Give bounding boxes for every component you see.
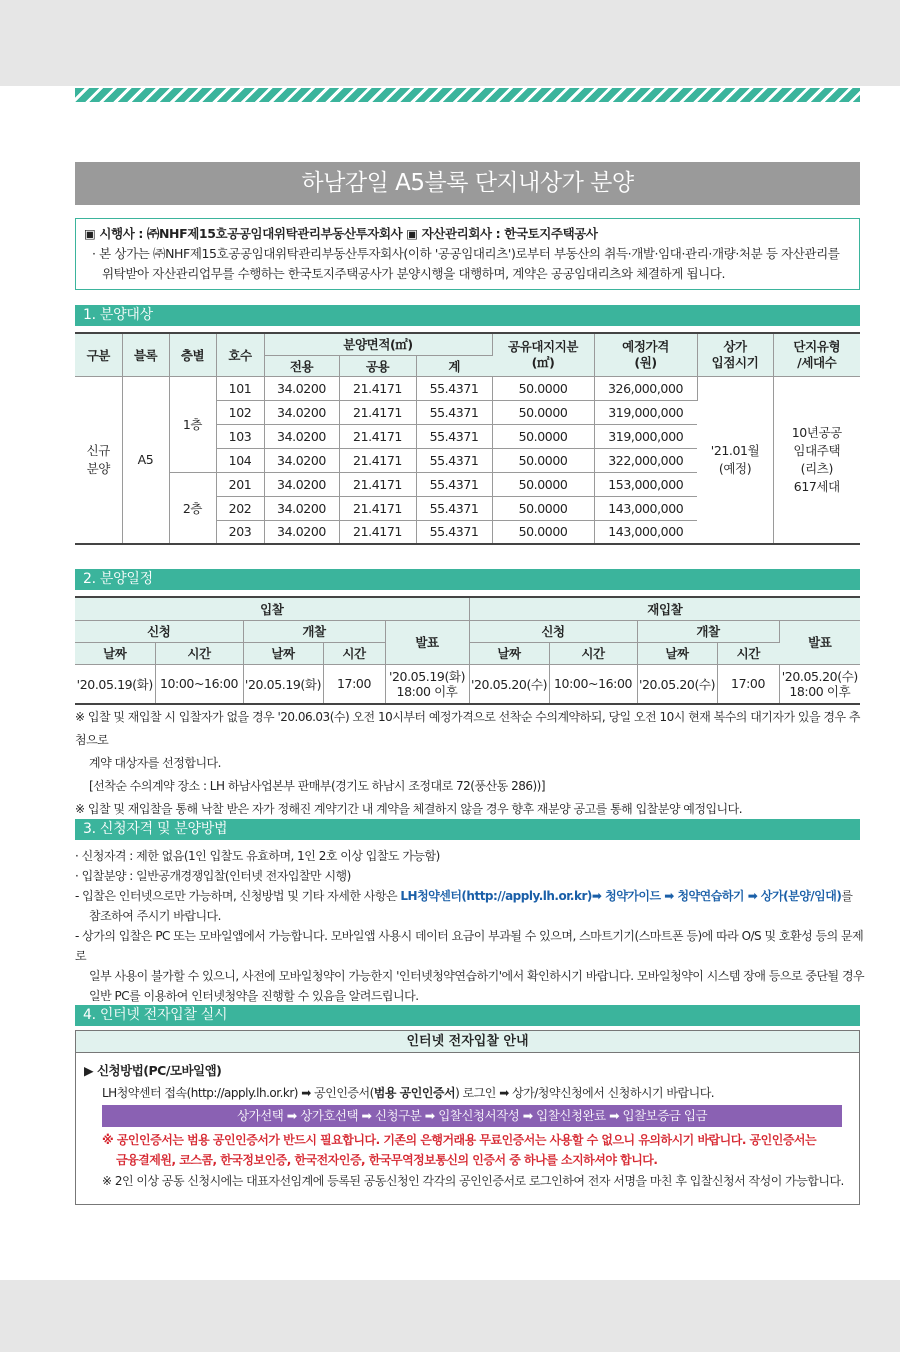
price-cell: 319,000,000 [594,400,697,424]
info-line-2: · 본 상가는 ㈜NHF제15호공공임대위탁관리부동산투자회사(이하 '공공임대리츠')로부터 부동산의 취득·개발·임대·관리·개량·처분 등 자산관리를 [92,246,840,261]
unit-cell: 101 [216,376,264,400]
exclusive-cell: 34.0200 [264,376,339,400]
rebid-apply-date: '20.05.20(수) [469,664,549,704]
header-movein: 상가 입점시기 [697,333,773,376]
exclusive-cell: 34.0200 [264,448,339,472]
common-cell: 21.4171 [339,520,416,544]
list-item: 일반 PC를 이용하여 인터넷청약을 진행할 수 있음을 알려드립니다. [89,989,419,1003]
common-cell: 21.4171 [339,448,416,472]
method-title: ▶ 신청방법(PC/모바일앱) [84,1063,222,1078]
eligibility-list [75,846,865,1006]
certificate-warning [84,1130,851,1170]
note-line: 계약 대상자를 선정합니다. [89,756,221,770]
total-cell: 55.4371 [416,424,492,448]
info-line-3: 위탁받아 자산관리업무를 수행하는 한국토지주택공사가 분양시행을 대행하며, 계약은 공공임대리츠와 체결하게 됩니다. [102,266,726,281]
land-cell: 50.0000 [492,400,594,424]
rebid-announce: '20.05.20(수) 18:00 이후 [779,664,860,704]
price-cell: 326,000,000 [594,376,697,400]
schedule-notes [75,706,865,821]
rebid-apply-header: 신청 [469,620,637,642]
unit-cell: 102 [216,400,264,424]
rebid-apply-time: 10:00~16:00 [549,664,637,704]
header-type: 단지유형 /세대수 [773,333,860,376]
exclusive-cell: 34.0200 [264,400,339,424]
unit-cell: 201 [216,472,264,496]
bid-apply-time: 10:00~16:00 [155,664,243,704]
list-item: · 신청자격 : 제한 없음(1인 입찰도 유효하며, 1인 2호 이상 입찰도 가능함) [75,849,440,863]
common-cell: 21.4171 [339,472,416,496]
unit-cell: 103 [216,424,264,448]
total-cell: 55.4371 [416,472,492,496]
header-unit: 호수 [216,333,264,376]
warning-line: 금융결제원, 코스콤, 한국정보인증, 한국전자인증, 한국무역정보통신의 인증서 중 하나를 소지하셔야 합니다. [116,1153,658,1167]
rebid-open-time: 17:00 [717,664,779,704]
header-total: 계 [416,355,492,376]
steps-bar: 상가선택 ➡ 상가호선택 ➡ 신청구분 ➡ 입찰신청서작성 ➡ 입찰신청완료 ➡ 입찰보증금 입금 [102,1105,842,1127]
date-header: 날짜 [75,642,155,664]
total-cell: 55.4371 [416,448,492,472]
section-1-title: 1. 분양대상 [75,305,860,326]
floor-cell-2: 2층 [169,472,216,544]
header-common: 공용 [339,355,416,376]
common-cell: 21.4171 [339,496,416,520]
bid-announce: '20.05.19(화) 18:00 이후 [385,664,469,704]
total-cell: 55.4371 [416,376,492,400]
land-cell: 50.0000 [492,424,594,448]
list-item [75,886,865,906]
list-text: 를 [841,889,853,903]
bid-open-header: 개찰 [243,620,385,642]
method-bold: 범용 공인인증서 [373,1086,456,1100]
land-cell: 50.0000 [492,472,594,496]
warning-line: ※ 공인인증서는 범용 공인인증서가 반드시 필요합니다. 기존의 은행거래용 무료인증서는 사용할 수 없으니 유의하시기 바랍니다. 공인인증서는 [102,1133,817,1147]
bid-apply-header: 신청 [75,620,243,642]
common-cell: 21.4171 [339,376,416,400]
section-3-title: 3. 신청자격 및 분양방법 [75,819,860,840]
rebid-announce-header: 발표 [779,620,860,664]
header-block: 블록 [122,333,169,376]
table-row [75,664,860,704]
decorative-stripe [75,88,860,102]
land-cell: 50.0000 [492,520,594,544]
time-header: 시간 [717,642,779,664]
list-item: 참조하여 주시기 바랍니다. [89,909,221,923]
e-bid-guide-box [75,1030,860,1205]
notice-page [0,86,900,1280]
rebid-open-date: '20.05.20(수) [637,664,717,704]
block-cell: A5 [122,376,169,544]
floor-cell-1: 1층 [169,376,216,472]
section-2-title: 2. 분양일정 [75,569,860,590]
rebid-open-header: 개찰 [637,620,779,642]
section-4-title: 4. 인터넷 전자입찰 실시 [75,1005,860,1026]
list-item: 일부 사용이 불가할 수 있으니, 사전에 모바일청약이 가능한지 '인터넷청약연습하기'에서 확인하시기 바랍니다. 모바일청약이 시스템 장애 등으로 중단될 경우 [89,969,865,983]
date-header: 날짜 [469,642,549,664]
developer-line: ▣ 시행사 : ㈜NHF제15호공공임대위탁관리부동산투자회사 ▣ 자산관리회사 : 한국토지주택공사 [84,226,598,241]
price-cell: 322,000,000 [594,448,697,472]
joint-application-note: ※ 2인 이상 공동 신청시에는 대표자선임계에 등록된 공동신청인 각각의 공인인증서로 로그인하여 전자 서명을 마친 후 입찰신청서 작성이 가능합니다. [102,1174,844,1188]
bid-announce-header: 발표 [385,620,469,664]
price-cell: 153,000,000 [594,472,697,496]
time-header: 시간 [155,642,243,664]
movein-cell: '21.01월 (예정) [697,376,773,544]
bid-header: 입찰 [75,597,469,620]
page-title: 하남감일 A5블록 단지내상가 분양 [75,162,860,205]
method-text: ) 로그인 ➡ 상가/청약신청에서 신청하시기 바랍니다. [455,1086,715,1100]
price-cell: 143,000,000 [594,520,697,544]
common-cell: 21.4171 [339,424,416,448]
schedule-table [75,596,860,705]
land-cell: 50.0000 [492,496,594,520]
land-cell: 50.0000 [492,448,594,472]
price-cell: 319,000,000 [594,424,697,448]
date-header: 날짜 [637,642,717,664]
total-cell: 55.4371 [416,520,492,544]
method-line [84,1081,851,1105]
bid-open-date: '20.05.19(화) [243,664,323,704]
gubun-cell: 신규 분양 [75,376,122,544]
total-cell: 55.4371 [416,496,492,520]
exclusive-cell: 34.0200 [264,472,339,496]
total-cell: 55.4371 [416,400,492,424]
header-exclusive: 전용 [264,355,339,376]
note-line: ※ 입찰 및 재입찰 시 입찰자가 없을 경우 '20.06.03(수) 오전 10시부터 예정가격으로 선착순 수의계약하되, 당일 오전 10시 현재 복수의 대기자가 있을 경우 추첨으로 [75,710,860,747]
date-header: 날짜 [243,642,323,664]
method-text: LH청약센터 접속(http://apply.lh.or.kr) ➡ 공인인증서( [102,1086,374,1100]
unit-cell: 203 [216,520,264,544]
note-line: [선착순 수의계약 장소 : LH 하남사업본부 판매부(경기도 하남시 조정대로 72(풍산동 286))] [89,779,546,793]
unit-cell: 104 [216,448,264,472]
header-floor: 층별 [169,333,216,376]
exclusive-cell: 34.0200 [264,424,339,448]
bid-open-time: 17:00 [323,664,385,704]
list-text: - 입찰은 인터넷으로만 가능하며, 신청방법 및 기타 자세한 사항은 [75,889,401,903]
table-row [75,376,860,400]
header-area: 분양면적(㎡) [264,333,492,355]
time-header: 시간 [549,642,637,664]
land-cell: 50.0000 [492,376,594,400]
note-line: ※ 입찰 및 재입찰을 통해 낙찰 받은 자가 정해진 계약기간 내 계약을 체결하지 않을 경우 향후 재분양 공고를 통해 입찰분양 예정입니다. [75,802,743,816]
header-price: 예정가격 (원) [594,333,697,376]
e-bid-guide-title: 인터넷 전자입찰 안내 [76,1031,859,1053]
common-cell: 21.4171 [339,400,416,424]
price-cell: 143,000,000 [594,496,697,520]
rebid-header: 재입찰 [469,597,860,620]
time-header: 시간 [323,642,385,664]
header-land: 공유대지지분 (㎡) [492,333,594,376]
sale-target-table [75,332,860,545]
unit-cell: 202 [216,496,264,520]
list-item: · 입찰분양 : 일반공개경쟁입찰(인터넷 전자입찰만 시행) [75,869,351,883]
lh-link[interactable]: LH청약센터(http://apply.lh.or.kr)➡ 청약가이드 ➡ 청약연습하기 ➡ 상가(분양/임대) [400,889,842,903]
developer-info-box [75,218,860,290]
exclusive-cell: 34.0200 [264,496,339,520]
header-gubun: 구분 [75,333,122,376]
list-item: - 상가의 입찰은 PC 또는 모바일앱에서 가능합니다. 모바일앱 사용시 데이터 요금이 부과될 수 있으며, 스마트기기(스마트폰 등)에 따라 O/S 및 호환성 등의 문제로 [75,929,864,963]
bid-apply-date: '20.05.19(화) [75,664,155,704]
type-cell: 10년공공 임대주택 (리츠) 617세대 [773,376,860,544]
exclusive-cell: 34.0200 [264,520,339,544]
